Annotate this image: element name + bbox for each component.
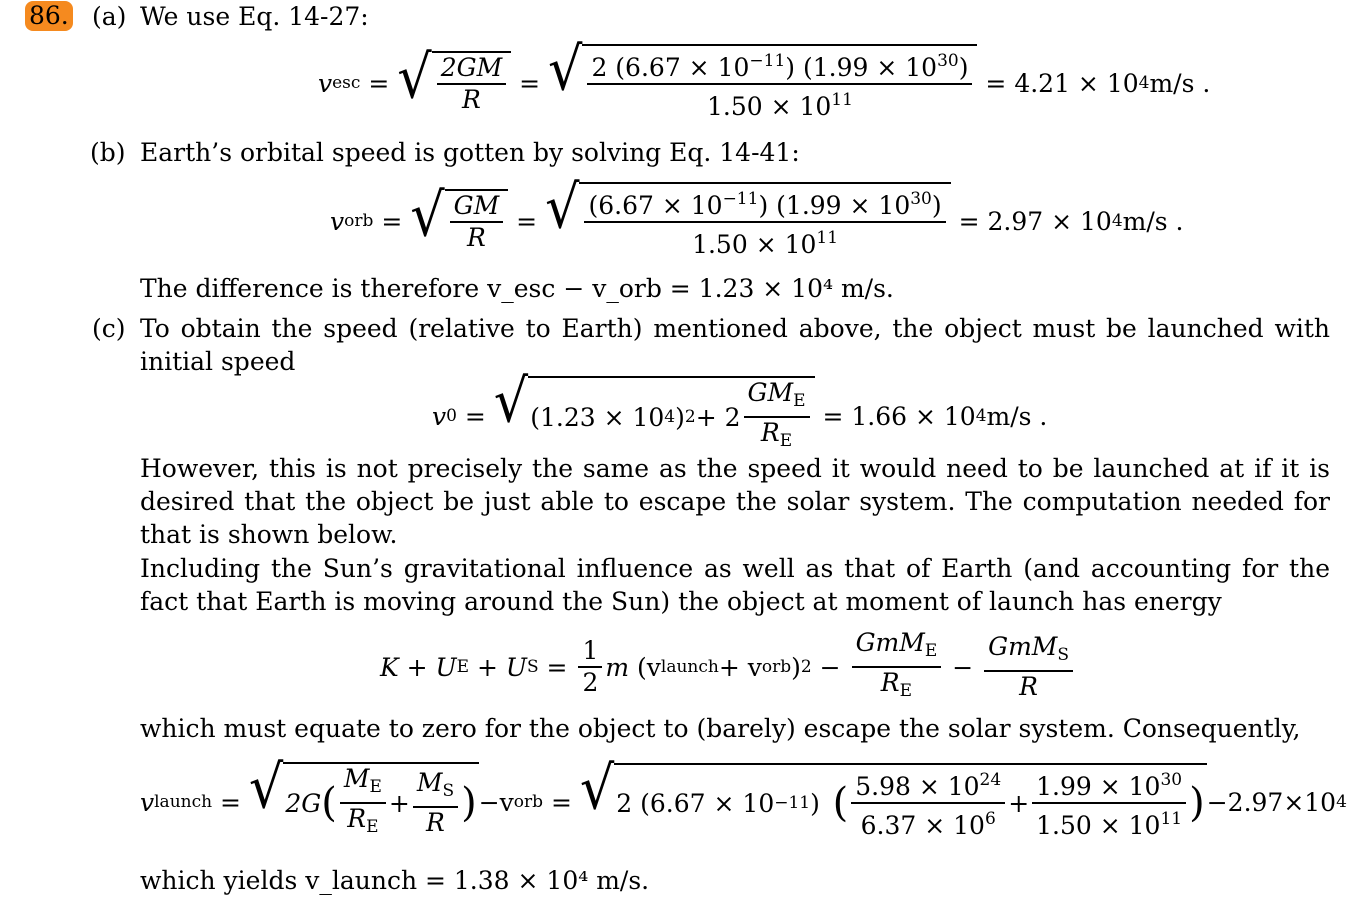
yields-text: which yields v_launch = 1.38 × 10⁴ m/s. <box>140 866 650 895</box>
part-c-label: (c) <box>92 314 126 343</box>
part-a-label: (a) <box>92 2 127 31</box>
escape-speed-equation: v esc = √ $\frac{2GM}{R}$ = √ $\frac{2 (6.67 \times 10^{-11}) (1.99 \times 10^{30})}{1.50 \times 10^{11}}$ = 4.21 × 10 4 m/s . <box>318 34 1211 121</box>
difference-text: The difference is therefore v_esc − v_orb = 1.23 × 10⁴ m/s. <box>140 274 894 303</box>
including-paragraph: Including the Sun’s gravitational influence as well as that of Earth (and accounting for the fact that Earth is moving around the Sun) the object at moment of launch has energy <box>140 554 1330 616</box>
however-paragraph: However, this is not precisely the same as the speed it would need to be launched at if it is desired that the object be just able to escape the solar system. The computation needed for that is shown below. <box>140 454 1330 549</box>
part-b-label: (b) <box>90 138 126 167</box>
orbital-speed-equation: v orb = √ $\frac{GM}{R}$ = √ $\frac{(6.67 \times 10^{-11}) (1.99 \times 10^{30})}{1.50 \times 10^{11}}$ = 2.97 × 10 4 m/s . <box>330 172 1184 259</box>
initial-speed-equation: v 0 = √ (1.23 × 10 4 ) 2 + 2 $\frac{GM_E}{R_E}$ = 1.66 × 10 4 m/s . <box>432 376 1047 456</box>
problem-number-badge: 86. <box>25 1 73 31</box>
part-b-intro: Earth’s orbital speed is gotten by solving Eq. 14-41: <box>140 138 800 167</box>
zero-condition-text: which must equate to zero for the object to (barely) escape the solar system. Consequently, <box>140 714 1301 743</box>
launch-speed-equation: v launch = √ 2G ( $\frac{M_E}{R_E}$ + $\frac{M_S}{R}$ ) −v orb = √ 2 (6.67 × 10 −11 ) ( $\frac{5.98 \times 10^{24}}{6.37 \times 10^6}$ + $\frac{1.99 \times 10^{30}}{1.50 \times 10^{11}}$ ) −2.97×10 4 <box>140 752 1347 840</box>
energy-equation: K + U E + U S = $\frac{1}{2}$ m (v launch + v orb ) 2 − $\frac{GmM_E}{R_E}$ − $\frac{GmM_S}{R}$ <box>380 628 1076 706</box>
part-c-intro: To obtain the speed (relative to Earth) mentioned above, the object must be launched with initial speed <box>140 314 1330 376</box>
part-a-intro: We use Eq. 14-27: <box>140 2 369 31</box>
